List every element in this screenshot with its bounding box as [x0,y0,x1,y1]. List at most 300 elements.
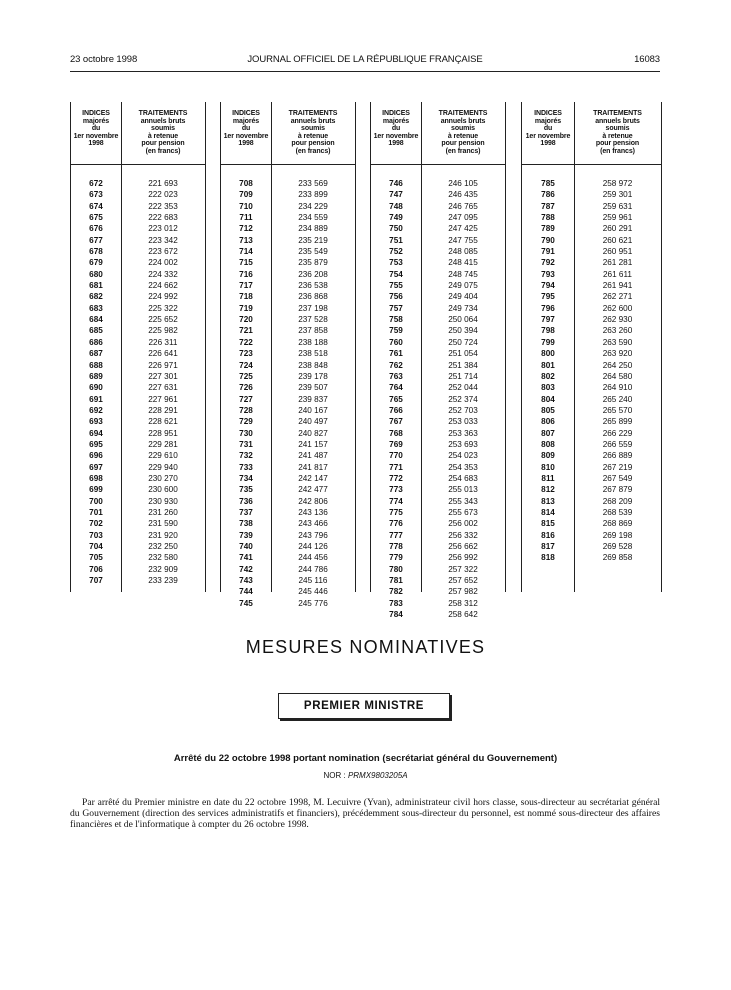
table-row [71,291,205,302]
index-cell: 693 [89,417,103,427]
index-cell: 765 [389,394,403,404]
index-cell: 712 [239,224,253,234]
salary-cell: 249 404 [448,292,478,302]
table-row [71,416,205,427]
table-row [371,394,505,405]
table-row [221,291,355,302]
salary-cell: 256 662 [448,542,478,551]
index-cell: 757 [389,303,403,313]
index-cell: 761 [389,349,403,359]
section-title: MESURES NOMINATIVES [245,637,486,657]
table-row [522,303,661,314]
table-row [371,178,505,189]
salary-cell: 228 951 [148,428,178,438]
table-row [371,189,505,200]
index-cell: 707 [89,576,103,586]
index-cell: 754 [389,269,403,279]
salary-cell: 250 064 [448,315,478,325]
index-cell: 684 [89,315,103,325]
index-cell: 769 [389,439,403,449]
index-cell: 787 [541,201,555,211]
table-row [522,189,661,200]
index-cell: 756 [389,292,403,302]
index-cell: 734 [239,473,253,483]
table-row [71,473,205,484]
index-cell: 732 [239,451,253,461]
salary-cell: 224 002 [148,258,178,268]
indices-header: INDICES majorés du 1er novembre 1998 [223,110,269,148]
salary-cell: 242 806 [298,496,328,506]
index-cell: 800 [541,349,555,359]
salary-cell: 239 837 [298,394,328,404]
salary-cell: 260 291 [602,224,633,234]
salary-cell: 235 219 [298,235,328,245]
table-row [71,201,205,212]
index-cell: 742 [239,564,253,574]
table-row [371,371,505,382]
table-header [71,102,205,165]
index-cell: 782 [389,587,403,597]
table-row [522,541,661,552]
index-cell: 795 [541,292,555,302]
salary-cell: 269 528 [602,542,633,551]
index-cell: 720 [239,315,253,325]
salary-cell: 238 518 [298,349,328,359]
salary-cell: 249 075 [448,281,478,291]
traitements-header: TRAITEMENTS annuels bruts soumis à retenue pour pension (en francs) [593,110,642,155]
table-row [221,189,355,200]
table-row [522,428,661,439]
table-row [71,484,205,495]
salary-cell: 233 569 [298,179,328,188]
salary-cell: 232 909 [148,564,178,574]
table-row [522,348,661,359]
index-cell: 698 [89,473,103,483]
salary-cell: 263 920 [602,349,633,359]
table-row [371,530,505,541]
salary-cell: 224 332 [148,269,178,279]
index-cell: 699 [89,485,103,495]
table-row [522,325,661,336]
index-cell: 785 [541,179,555,188]
table-row [371,201,505,212]
table-row [371,609,505,620]
index-cell: 816 [541,530,555,540]
table-row [71,394,205,405]
table-row [371,337,505,348]
salary-cell: 241 817 [298,462,328,472]
salary-cell: 268 539 [602,507,633,517]
index-cell: 786 [541,190,555,200]
salary-cell: 265 899 [602,417,633,427]
index-cell: 729 [239,417,253,427]
salary-cell: 241 487 [298,451,328,461]
index-cell: 683 [89,303,103,313]
table-row [371,473,505,484]
index-cell: 726 [239,383,253,393]
salary-cell: 266 889 [602,451,633,461]
index-cell: 714 [239,247,253,257]
table-row [71,348,205,359]
salary-cell: 245 116 [298,576,328,586]
nor-code: PRMX9803205A [347,771,408,780]
index-cell: 749 [389,213,403,223]
salary-cell: 248 085 [448,247,478,257]
salary-cell: 245 446 [298,587,328,597]
table-row [371,586,505,597]
index-cell: 677 [89,235,103,245]
index-cell: 792 [541,258,555,268]
salary-cell: 233 899 [298,190,328,200]
table-row [221,541,355,552]
table-row [221,314,355,325]
table-row [522,212,661,223]
table-row [221,257,355,268]
table-row [221,360,355,371]
index-cell: 752 [389,247,403,257]
index-cell: 728 [239,405,253,415]
index-cell: 772 [389,473,403,483]
table-row [71,439,205,450]
salary-cell: 247 425 [448,224,478,234]
index-cell: 711 [239,213,253,223]
index-cell: 737 [239,507,253,517]
table-header [221,102,355,165]
salary-cell: 237 858 [298,326,328,336]
salary-cell: 261 941 [602,281,633,291]
index-cell: 739 [239,530,253,540]
index-cell: 687 [89,349,103,359]
index-cell: 741 [239,553,253,563]
salary-cell: 258 312 [448,598,478,608]
table-row [71,189,205,200]
salary-cell: 245 776 [298,598,328,608]
salary-cell: 263 260 [602,326,633,336]
index-cell: 674 [89,201,103,211]
table-row [371,518,505,529]
salary-cell: 259 301 [602,190,633,200]
table-row [221,280,355,291]
index-cell: 730 [239,428,253,438]
index-cell: 681 [89,281,103,291]
index-cell: 709 [239,190,253,200]
table-row [522,473,661,484]
index-cell: 716 [239,269,253,279]
salary-cell: 224 662 [148,281,178,291]
index-cell: 685 [89,326,103,336]
index-cell: 753 [389,258,403,268]
index-cell: 796 [541,303,555,313]
table-row [522,314,661,325]
table-row [71,337,205,348]
table-row [221,518,355,529]
index-cell: 746 [389,179,403,188]
index-cell: 810 [541,462,555,472]
index-cell: 813 [541,496,555,506]
table-row [522,257,661,268]
salary-cell: 221 693 [148,179,178,188]
salary-cell: 222 683 [148,213,178,223]
index-cell: 692 [89,405,103,415]
salary-cell: 226 311 [148,337,178,347]
index-cell: 702 [89,519,103,529]
index-cell: 748 [389,201,403,211]
index-cell: 781 [389,576,403,586]
table-row [371,462,505,473]
arrete-body: Par arrêté du Premier ministre en date du 22 octobre 1998, M. Lecuivre (Yvan), administrateur civil hors classe, sous-directeur au secrétariat général du Gouvernement (direction des services administratifs et financiers), précédemment sous-directeur du personnel, est nommé sous-directeur des affaires financières et de l'informatique à compter du 26 octobre 1998. [70,797,660,830]
index-cell: 755 [389,281,403,291]
table-row [371,291,505,302]
index-cell: 767 [389,417,403,427]
salary-cell: 254 023 [448,451,478,461]
table-row [522,530,661,541]
table-row [522,518,661,529]
index-cell: 766 [389,405,403,415]
table-row [371,269,505,280]
index-cell: 697 [89,462,103,472]
table-row [221,303,355,314]
table-row [371,564,505,575]
table-row [71,280,205,291]
salary-cell: 233 239 [148,576,178,586]
salary-cell: 255 673 [448,507,478,517]
salary-cell: 256 992 [448,553,478,563]
table-row [71,507,205,518]
index-cell: 790 [541,235,555,245]
ministry-box: PREMIER MINISTRE [278,693,450,719]
table-row [371,348,505,359]
table-row [71,518,205,529]
index-cell: 777 [389,530,403,540]
salary-cell: 262 600 [602,303,633,313]
table-row [371,246,505,257]
index-cell: 779 [389,553,403,563]
table-body [522,178,661,564]
table-header [522,102,661,165]
index-cell: 799 [541,337,555,347]
salary-cell: 253 363 [448,428,478,438]
traitements-header: TRAITEMENTS annuels bruts soumis à retenue pour pension (en francs) [138,110,188,155]
index-cell: 805 [541,405,555,415]
index-cell: 740 [239,542,253,551]
index-cell: 812 [541,485,555,495]
table-row [221,371,355,382]
salary-cell: 268 209 [602,496,633,506]
salary-cell: 225 322 [148,303,178,313]
index-cell: 770 [389,451,403,461]
nor-reference [0,771,731,780]
table-row [71,462,205,473]
index-cell: 760 [389,337,403,347]
table-row [71,269,205,280]
index-cell: 807 [541,428,555,438]
salary-cell: 231 260 [148,507,178,517]
header-page-number: 16083 [634,54,660,65]
table-row [371,439,505,450]
salary-cell: 251 384 [448,360,478,370]
table-row [221,507,355,518]
table-row [221,223,355,234]
page-header [70,54,660,70]
index-cell: 811 [541,473,555,483]
salary-cell: 239 178 [298,371,328,381]
index-cell: 689 [89,371,103,381]
table-row [71,212,205,223]
table-row [221,178,355,189]
salary-cell: 246 765 [448,201,478,211]
table-row [522,360,661,371]
salary-cell: 241 157 [298,439,328,449]
table-row [221,586,355,597]
salary-cell: 248 745 [448,269,478,279]
table-row [71,178,205,189]
index-cell: 688 [89,360,103,370]
index-cell: 679 [89,258,103,268]
index-cell: 798 [541,326,555,336]
salary-cell: 264 910 [602,383,633,393]
index-cell: 791 [541,247,555,257]
index-cell: 725 [239,371,253,381]
salary-cell: 265 570 [602,405,633,415]
table-row [522,552,661,563]
salary-cell: 246 105 [448,179,478,188]
salary-cell: 267 549 [602,473,633,483]
index-cell: 719 [239,303,253,313]
salary-cell: 229 610 [148,451,178,461]
header-journal-title: JOURNAL OFFICIEL DE LA RÉPUBLIQUE FRANÇAISE [247,54,483,65]
table-row [522,450,661,461]
salary-cell: 257 982 [448,587,478,597]
salary-tables [70,102,660,620]
salary-cell: 223 672 [148,247,178,257]
salary-cell: 269 858 [602,553,633,563]
table-row [221,462,355,473]
salary-cell: 237 198 [298,303,328,313]
salary-cell: 240 827 [298,428,328,438]
salary-cell: 240 497 [298,417,328,427]
salary-cell: 261 281 [602,258,633,268]
table-row [221,405,355,416]
table-row [221,552,355,563]
index-cell: 775 [389,507,403,517]
salary-cell: 259 631 [602,201,633,211]
salary-cell: 226 971 [148,360,178,370]
table-row [371,303,505,314]
table-row [522,462,661,473]
table-row [371,382,505,393]
index-cell: 704 [89,542,103,551]
salary-cell: 252 374 [448,394,478,404]
index-cell: 802 [541,371,555,381]
table-row [221,325,355,336]
table-row [71,257,205,268]
salary-cell: 232 250 [148,542,178,551]
index-cell: 808 [541,439,555,449]
salary-cell: 268 869 [602,519,633,529]
index-cell: 721 [239,326,253,336]
index-cell: 715 [239,258,253,268]
salary-cell: 224 992 [148,292,178,302]
salary-table [370,102,506,620]
salary-cell: 225 652 [148,315,178,325]
salary-cell: 236 208 [298,269,328,279]
table-row [71,235,205,246]
salary-cell: 262 930 [602,315,633,325]
index-cell: 776 [389,519,403,529]
salary-cell: 267 219 [602,462,633,472]
salary-cell: 231 590 [148,519,178,529]
index-cell: 701 [89,507,103,517]
table-row [522,178,661,189]
table-row [71,246,205,257]
table-row [221,450,355,461]
table-row [371,325,505,336]
salary-cell: 252 044 [448,383,478,393]
salary-cell: 261 611 [603,269,632,279]
table-row [371,507,505,518]
salary-cell: 223 342 [148,235,178,245]
salary-cell: 249 734 [448,303,478,313]
table-row [522,269,661,280]
index-cell: 817 [541,542,555,551]
salary-cell: 264 250 [602,360,633,370]
table-row [522,439,661,450]
salary-cell: 228 621 [148,417,178,427]
table-row [221,394,355,405]
salary-cell: 238 188 [298,337,328,347]
index-cell: 758 [389,315,403,325]
salary-cell: 252 703 [448,405,478,415]
salary-cell: 234 889 [298,224,328,234]
salary-cell: 227 631 [148,383,178,393]
table-row [221,428,355,439]
index-cell: 747 [389,190,403,200]
salary-cell: 269 198 [602,530,633,540]
table-row [371,575,505,586]
index-cell: 735 [239,485,253,495]
index-cell: 672 [89,179,103,188]
table-row [522,201,661,212]
salary-cell: 222 353 [148,201,178,211]
index-cell: 750 [389,224,403,234]
table-row [371,428,505,439]
table-row [522,337,661,348]
salary-cell: 230 930 [148,496,178,506]
index-cell: 774 [389,496,403,506]
salary-cell: 266 229 [602,428,633,438]
index-cell: 815 [541,519,555,529]
index-cell: 764 [389,383,403,393]
table-row [71,575,205,586]
salary-cell: 235 549 [298,247,328,257]
table-row [71,564,205,575]
table-row [522,291,661,302]
index-cell: 797 [541,315,555,325]
index-cell: 722 [239,337,253,347]
salary-cell: 243 796 [298,530,328,540]
table-row [221,564,355,575]
index-cell: 724 [239,360,253,370]
salary-cell: 229 940 [148,462,178,472]
salary-cell: 260 621 [602,235,633,245]
index-cell: 676 [89,224,103,234]
salary-cell: 247 755 [448,235,478,245]
table-row [522,507,661,518]
salary-cell: 234 559 [298,213,328,223]
indices-header: INDICES majorés du 1er novembre 1998 [525,110,571,148]
salary-cell: 242 477 [298,485,328,495]
salary-cell: 248 415 [448,258,478,268]
